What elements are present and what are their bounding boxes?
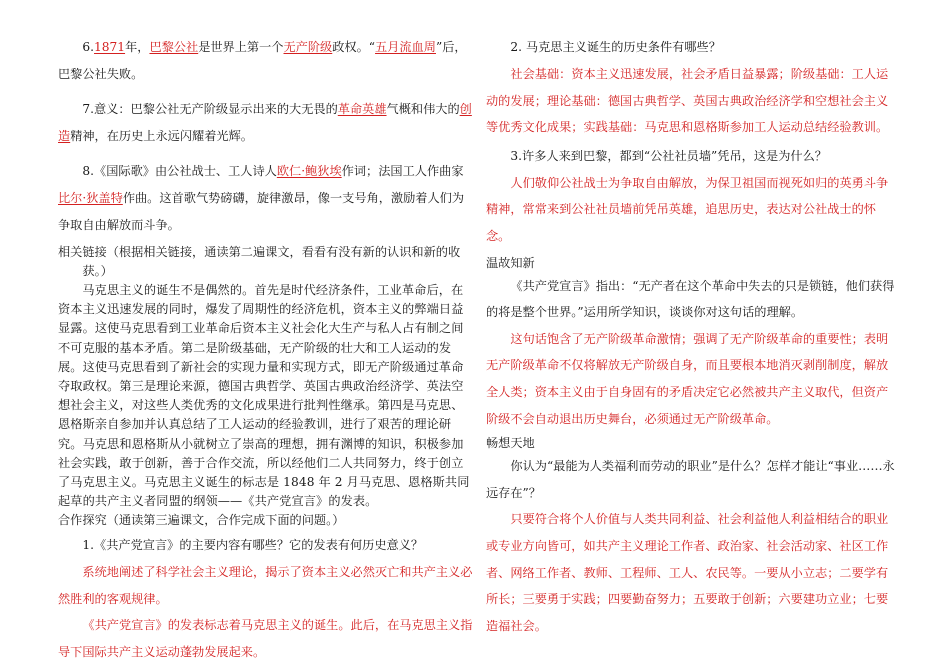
review-heading: 温故知新	[486, 255, 535, 270]
cooperation-heading: 合作探究（通读第三遍课文，合作完成下面的问题。）	[58, 513, 345, 528]
text: 作曲。这首歌气势磅礴，旋律激昂，像一支号角，激励着人们为争取自由解放而斗争。	[58, 191, 465, 232]
question-1: 1.《共产党宣言》的主要内容有哪些？它的发表有何历史意义？	[82, 538, 424, 553]
text: 相关链接（根据相关链接，通读第二遍课文，看看有没有新的认识和新的收	[58, 245, 461, 259]
answer-degeyter: 比尔·狄盖特	[58, 191, 123, 205]
text: 政权。“	[332, 40, 376, 54]
text: 精神，在历史上永远闪耀着光辉。	[70, 129, 253, 143]
question-3: 3.许多人来到巴黎，都到“公社社员墙”凭吊，这是为什么？	[510, 148, 827, 163]
imagine-question: 你认为“最能为人类福利而劳动的职业”是什么？怎样才能让“事业……永远存在”？	[486, 459, 895, 500]
left-column	[58, 0, 474, 665]
question-2: 2. 马克思主义诞生的历史条件有哪些？	[510, 40, 721, 54]
text: 是世界上第一个	[198, 40, 284, 54]
item-7	[58, 96, 474, 150]
answer-commune: 巴黎公社	[149, 40, 199, 54]
text: 作词；法国工人作曲家	[341, 164, 464, 178]
related-link-heading-cont: 获。）	[82, 264, 113, 278]
answer-heroism: 革命英雄	[337, 102, 387, 116]
answer-1871: 1871	[94, 40, 126, 54]
text: 年，	[125, 40, 150, 54]
answer-1-significance: 《共产党宣言》的发表标志着马克思主义的诞生。此后，在马克思主义指导下国际共产主义运动蓬勃发展起来。	[58, 618, 473, 659]
answer-2: 社会基础：资本主义迅速发展，社会矛盾日益暴露；阶级基础：工人运动的发展；理论基础：德国古典哲学、英国古典政治经济学和空想社会主义等优秀文化成果；实践基础：马克思和恩格斯参加工人运动总结经验教训。	[486, 67, 889, 135]
answer-pottier: 欧仁·鲍狄埃	[276, 164, 342, 178]
review-answer: 这句话饱含了无产阶级革命激情；强调了无产阶级革命的重要性；表明无产阶级革命不仅将解放无产阶级自身，而且要根本地消灭剥削制度，解放全人类；资本主义由于自身固有的矛盾决定它必然被共产主义取代，但资产阶级不会自动退出历史舞台，必须通过无产阶级革命。	[486, 331, 889, 426]
text: 8.《国际歌》由公社战士、工人诗人	[82, 164, 277, 178]
text: 6.	[82, 40, 95, 54]
text: 气概和伟大的	[386, 102, 460, 116]
right-column	[486, 0, 900, 639]
answer-creation: 创造	[58, 102, 472, 143]
related-link-body: 马克思主义的诞生不是偶然的。首先是时代经济条件，工业革命后，在资本主义迅速发展的同时，爆发了周期性的经济危机，资本主义的弊端日益显露。这使马克思看到工业革命后资本主义社会化大生产与私人占有制之间不可克服的基本矛盾。第二是阶级基础，无产阶级的壮大和工人运动的发展。这使马克思看到了新社会的实现力量和实现方式，即无产阶级通过革命夺取政权。第三是理论来源，德国古典哲学、英国古典政治经济学、英法空想社会主义，对这些人类优秀的文化成果进行批判性继承。第四是马克思、恩格斯亲自参加并认真总结了工人运动的经验教训，进行了艰苦的理论研究。马克思和恩格斯从小就树立了崇高的理想，拥有渊博的知识，积极参加社会实践，敢于创新，善于合作交流，所以经他们二人共同努力，终于创立了马克思主义。马克思主义诞生的标志是 1848 年 2 月马克思、恩格斯共同起草的共产主义者同盟的纲领——《共产党宣言》的发表。	[58, 283, 470, 509]
answer-1: 系统地阐述了科学社会主义理论，揭示了资本主义必然灭亡和共产主义必然胜利的客观规律。	[58, 565, 473, 606]
item-6	[58, 34, 474, 88]
item-8	[58, 158, 474, 239]
imagine-answer: 只要符合将个人价值与人类共同利益、社会利益他人利益相结合的职业或专业方向皆可，如共产主义理论工作者、政治家、社会活动家、社区工作者、网络工作者、教师、工程师、工人、农民等。一要从小立志；二要学有所长；三要勇于实践；四要勤奋努力；五要敢于创新；六要建功立业；七要造福社会。	[486, 512, 889, 633]
answer-proletarian: 无产阶级	[283, 40, 333, 54]
text: ”后，巴黎公社失败。	[58, 40, 467, 81]
answer-3: 人们敬仰公社战士为争取自由解放，为保卫祖国而视死如归的英勇斗争精神，常常来到公社社员墙前凭吊英雄，追思历史，表达对公社战士的怀念。	[486, 175, 889, 243]
text: 7.意义：巴黎公社无产阶级显示出来的大无畏的	[82, 102, 338, 116]
answer-bloody-week: 五月流血周	[375, 40, 436, 54]
related-link-heading	[58, 243, 474, 262]
imagine-heading: 畅想天地	[486, 436, 535, 451]
review-question: 《共产党宣言》指出：“无产者在这个革命中失去的只是锁链，他们获得的将是整个世界。”运用所学知识，谈谈你对这句话的理解。	[486, 278, 895, 320]
